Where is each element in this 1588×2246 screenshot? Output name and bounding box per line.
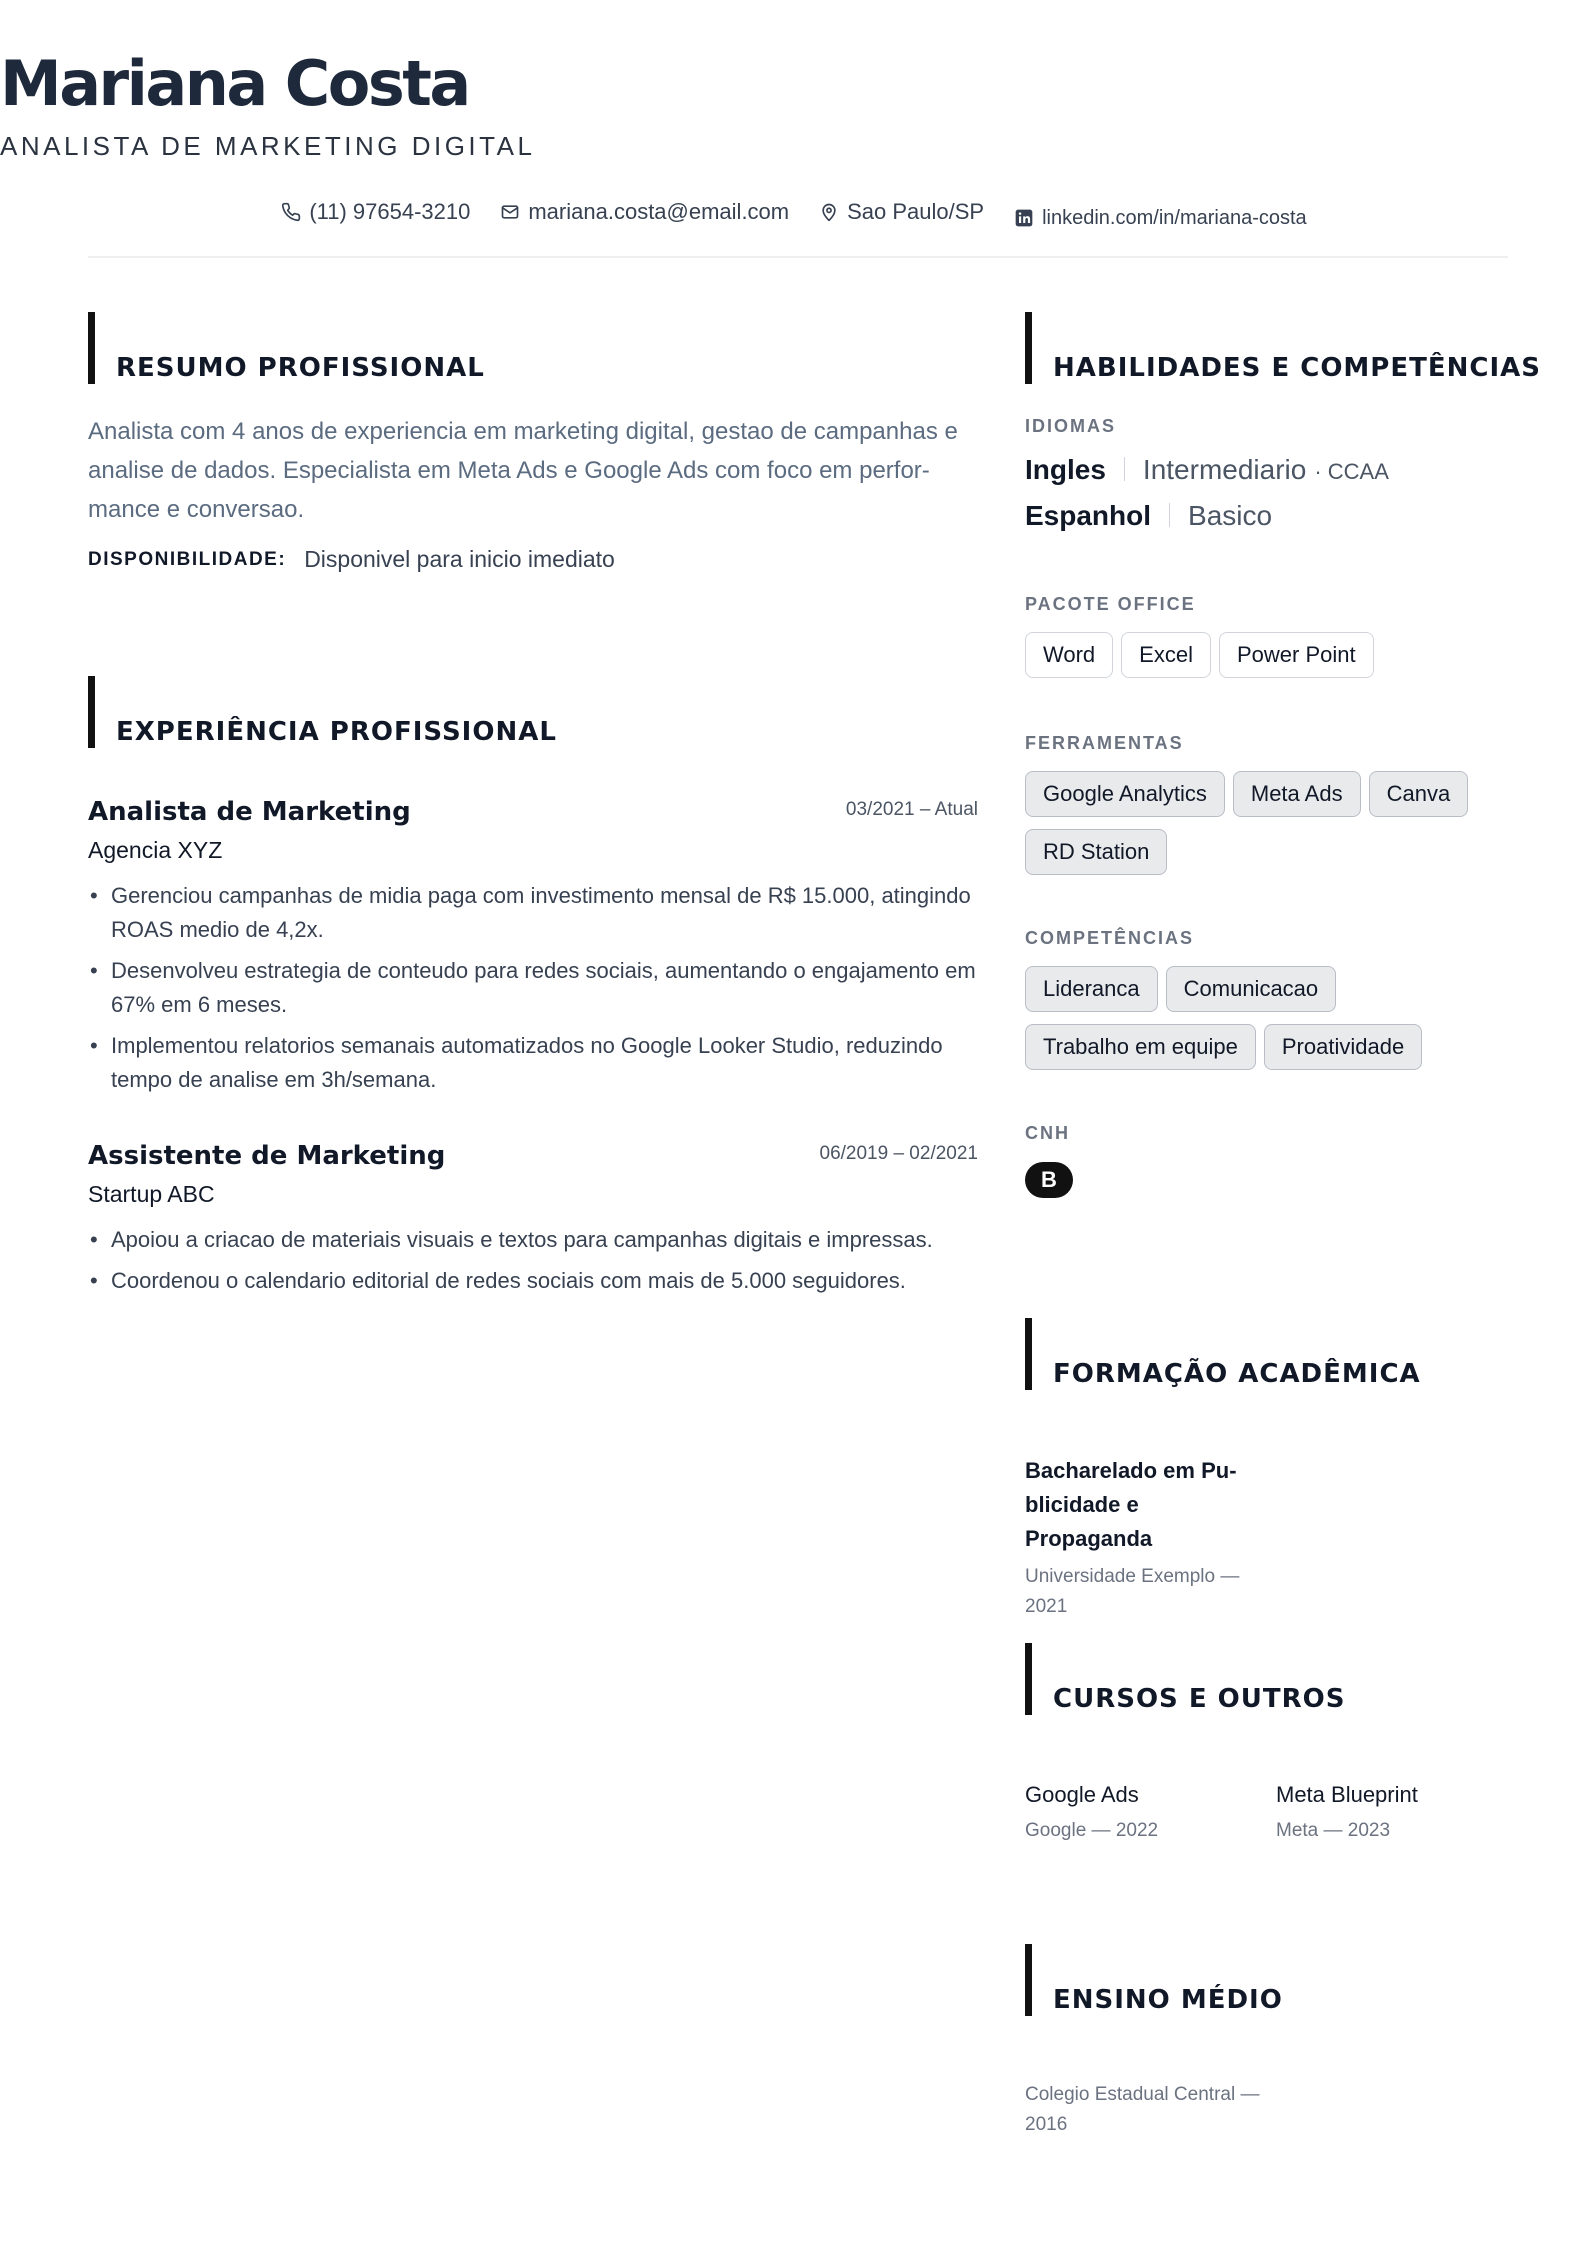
email-text: mariana.costa@email.com <box>528 199 790 224</box>
section-bar <box>88 312 95 384</box>
skill-chip: Power Point <box>1219 632 1374 678</box>
section-bar <box>88 676 95 748</box>
course-meta: Meta — 2023 <box>1276 1820 1391 1841</box>
competency-chip: Lideranca <box>1025 966 1158 1012</box>
mail-icon <box>500 202 520 222</box>
education-meta: Universidade Exemplo — 2021 <box>1025 1566 1240 1617</box>
phone-text: (11) 97654-3210 <box>309 199 471 224</box>
course-name: Google Ads <box>1025 1782 1139 1807</box>
education-degree: Bacharelado em Publicidade e Propaganda <box>1025 1458 1237 1551</box>
availability-value: Disponivel para inicio imediato <box>304 546 615 572</box>
language-row <box>1025 454 1389 486</box>
language-row <box>1025 500 1272 532</box>
job-title: Analista de Marketing <box>88 797 411 827</box>
location-pin-icon <box>819 202 839 222</box>
candidate-role: ANALISTA DE MARKETING DIGITAL <box>0 131 536 161</box>
job-bullet: • Apoiou a criacao de materiais visuais e textos para campanhas digitais e impressas. <box>88 1223 978 1257</box>
section-title: EXPERIÊNCIA PROFISSIONAL <box>116 717 557 747</box>
office-label: PACOTE OFFICE <box>1025 594 1196 614</box>
section-title: ENSINO MÉDIO <box>1053 1985 1283 2015</box>
course-name: Meta Blueprint <box>1276 1782 1418 1807</box>
job-bullet: • Desenvolveu estrategia de conteudo para redes sociais, aumentando o engajamento em 67% em 6 meses. <box>88 954 978 1022</box>
contact-phone <box>281 199 470 225</box>
job-title: Assistente de Marketing <box>88 1141 446 1171</box>
candidate-name: Mariana Costa <box>0 47 469 120</box>
tool-chip: Google Analytics <box>1025 771 1225 817</box>
location-text: Sao Paulo/SP <box>847 199 985 224</box>
job-company: Startup ABC <box>88 1181 215 1207</box>
languages-label: IDIOMAS <box>1025 416 1117 436</box>
tool-chip: Meta Ads <box>1233 771 1361 817</box>
competency-chip: Proatividade <box>1264 1024 1422 1070</box>
office-chips <box>1025 632 1505 678</box>
language-level: Basico <box>1188 500 1273 531</box>
job-entry <box>88 1139 978 1305</box>
job-date: 03/2021 – Atual <box>845 799 978 820</box>
skill-chip: Excel <box>1121 632 1211 678</box>
tools-label: FERRAMENTAS <box>1025 733 1184 753</box>
section-title: HABILIDADES E COMPETÊNCIAS <box>1053 353 1541 383</box>
linkedin-icon <box>1014 208 1034 228</box>
tool-chip: RD Station <box>1025 829 1167 875</box>
contact-linkedin[interactable] <box>1014 207 1307 230</box>
job-bullets <box>88 879 978 1097</box>
language-separator <box>1169 503 1170 527</box>
course-item <box>1025 1780 1255 1846</box>
job-bullet: • Coordenou o calendario editorial de redes sociais com mais de 5.000 seguidores. <box>88 1264 978 1298</box>
section-bar <box>1025 1944 1032 2016</box>
tools-chips <box>1025 771 1505 875</box>
job-bullet: • Gerenciou campanhas de midia paga com investimento mensal de R$ 15.000, atingindo ROAS medio de 4,2x. <box>88 879 978 947</box>
highschool-text: Colegio Estadual Central — 2016 <box>1025 2084 1260 2135</box>
header-divider <box>88 256 1508 258</box>
skill-chip: Word <box>1025 632 1113 678</box>
phone-icon <box>281 202 301 222</box>
job-date: 06/2019 – 02/2021 <box>819 1143 978 1164</box>
competencies-label: COMPETÊNCIAS <box>1025 928 1195 948</box>
contact-location <box>819 199 984 225</box>
language-separator <box>1124 457 1125 481</box>
tool-chip: Canva <box>1369 771 1469 817</box>
section-bar <box>1025 312 1032 384</box>
availability <box>88 546 615 573</box>
job-company: Agencia XYZ <box>88 837 223 863</box>
section-bar <box>1025 1318 1032 1390</box>
competency-chip: Comunicacao <box>1166 966 1337 1012</box>
section-title: CURSOS E OUTROS <box>1053 1684 1346 1714</box>
section-bar <box>1025 1643 1032 1715</box>
section-title: FORMAÇÃO ACADÊMICA <box>1053 1359 1421 1389</box>
language-name: Ingles <box>1025 454 1106 485</box>
contact-bar <box>0 192 1588 232</box>
availability-label: DISPONIBILIDADE: <box>88 548 287 570</box>
cnh-badge: B <box>1025 1162 1073 1198</box>
language-name: Espanhol <box>1025 500 1152 531</box>
job-bullets <box>88 1223 978 1298</box>
section-title: RESUMO PROFISSIONAL <box>116 353 485 383</box>
competencies-chips <box>1025 966 1505 1070</box>
job-entry <box>88 795 978 1104</box>
job-bullet: • Implementou relatorios semanais automatizados no Google Looker Studio, reduzindo tempo de analise em 3h/semana. <box>88 1029 978 1097</box>
language-level: Intermediario <box>1142 454 1307 485</box>
cnh-label: CNH <box>1025 1123 1070 1143</box>
language-extra: · CCAA <box>1314 459 1389 484</box>
linkedin-text: linkedin.com/in/mariana-costa <box>1042 206 1307 229</box>
course-item <box>1276 1780 1506 1846</box>
contact-email[interactable] <box>500 199 789 225</box>
competency-chip: Trabalho em equipe <box>1025 1024 1256 1070</box>
course-meta: Google — 2022 <box>1025 1820 1159 1841</box>
summary-text: Analista com 4 anos de experiencia em marketing digital, gestao de campanhas e analise de dados. Especialista em Meta Ads e Google Ads com foco em performance e conversao. <box>88 418 958 523</box>
